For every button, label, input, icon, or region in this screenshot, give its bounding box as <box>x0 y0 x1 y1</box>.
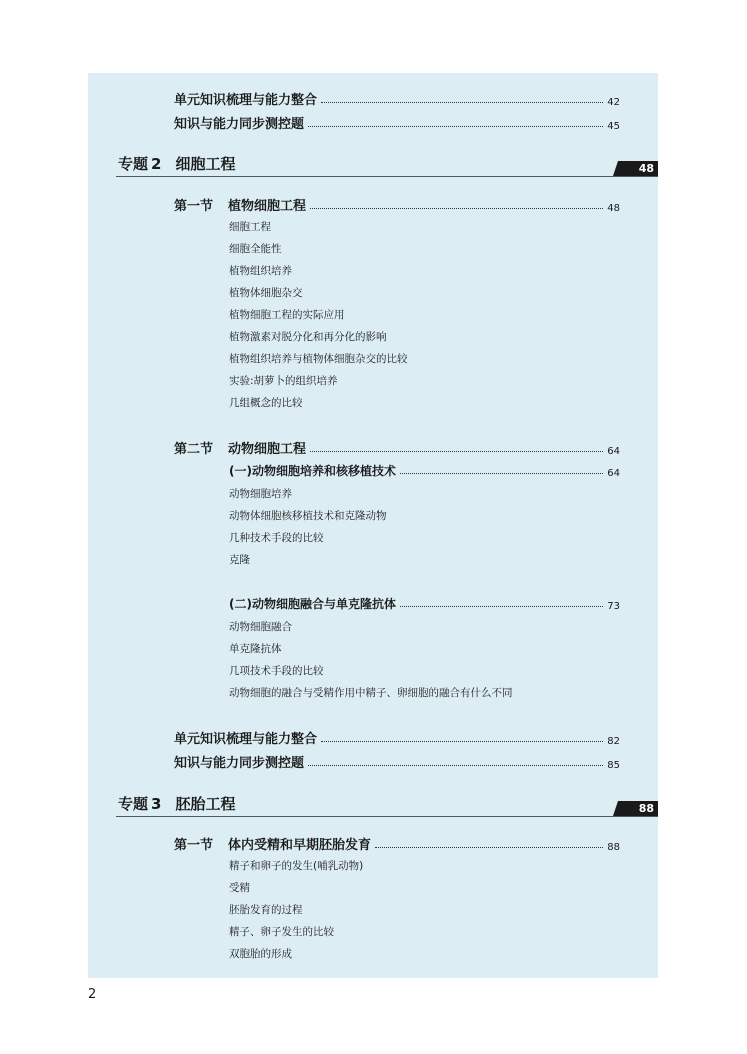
toc-subitem[interactable]: 植物激素对脱分化和再分化的影响 <box>229 331 387 343</box>
dot-leader <box>375 847 603 848</box>
toc-entry-summary[interactable] <box>174 89 620 108</box>
page-ref: 73 <box>607 601 620 612</box>
dot-leader <box>321 741 603 742</box>
dot-leader <box>310 208 603 209</box>
topic-title: 专题 3 胚胎工程 <box>118 795 236 813</box>
page-ref: 42 <box>607 97 620 108</box>
toc-subitem[interactable]: 植物细胞工程的实际应用 <box>229 309 345 321</box>
toc-subitem[interactable]: 几组概念的比较 <box>229 397 303 409</box>
toc-subitem[interactable]: 细胞全能性 <box>229 243 282 255</box>
dot-leader <box>321 102 603 103</box>
toc-subitem[interactable]: 植物组织培养与植物体细胞杂交的比较 <box>229 353 408 365</box>
toc-subitem[interactable]: 几种技术手段的比较 <box>229 532 324 544</box>
toc-subitem[interactable]: 克隆 <box>229 554 250 566</box>
toc-subitem[interactable]: 细胞工程 <box>229 221 271 233</box>
dot-leader <box>310 451 603 452</box>
page-ref: 45 <box>607 121 620 132</box>
toc-subitem[interactable]: 植物组织培养 <box>229 265 292 277</box>
entry-title: 单元知识梳理与能力整合 <box>174 732 318 747</box>
dot-leader <box>400 473 603 474</box>
section-title: 植物细胞工程 <box>228 199 307 214</box>
toc-entry-subsection[interactable] <box>229 595 620 612</box>
toc-subitem[interactable]: 受精 <box>229 882 250 894</box>
toc-subitem[interactable]: 动物细胞的融合与受精作用中精子、卵细胞的融合有什么不同 <box>229 687 513 699</box>
page-ref: 48 <box>607 203 620 214</box>
section-title: 动物细胞工程 <box>228 442 307 457</box>
subsection-title: (一)动物细胞培养和核移植技术 <box>229 464 396 478</box>
toc-subitem[interactable]: 植物体细胞杂交 <box>229 287 303 299</box>
toc-subitem[interactable]: 精子和卵子的发生(哺乳动物) <box>229 860 364 872</box>
toc-entry-subsection[interactable] <box>229 462 620 479</box>
toc-entry-test[interactable] <box>174 113 620 132</box>
dot-leader <box>400 606 603 607</box>
dot-leader <box>308 126 603 127</box>
topic-title: 专题 2 细胞工程 <box>118 155 236 173</box>
subsection-title: (二)动物细胞融合与单克隆抗体 <box>229 597 396 611</box>
page-ref: 88 <box>607 842 620 853</box>
toc-entry-summary[interactable] <box>174 728 620 747</box>
toc-entry-section[interactable] <box>174 834 620 853</box>
entry-title: 单元知识梳理与能力整合 <box>174 93 318 108</box>
page-number: 2 <box>88 987 97 1002</box>
toc-subitem[interactable]: 动物细胞培养 <box>229 488 292 500</box>
section-label: 第一节 <box>174 199 214 214</box>
toc-subitem[interactable]: 实验:胡萝卜的组织培养 <box>229 375 338 387</box>
toc-subitem[interactable]: 单克隆抗体 <box>229 643 282 655</box>
toc-entry-section[interactable] <box>174 195 620 214</box>
section-title: 体内受精和早期胚胎发育 <box>228 838 372 853</box>
page-ref: 64 <box>607 446 620 457</box>
topic-header-2[interactable] <box>116 156 658 177</box>
toc-entry-test[interactable] <box>174 752 620 771</box>
page-ref: 64 <box>607 468 620 479</box>
entry-title: 知识与能力同步测控题 <box>174 756 305 771</box>
toc-subitem[interactable]: 几项技术手段的比较 <box>229 665 324 677</box>
toc-subitem[interactable]: 动物体细胞核移植技术和克隆动物 <box>229 510 387 522</box>
toc-subitem[interactable]: 精子、卵子发生的比较 <box>229 926 334 938</box>
section-label: 第一节 <box>174 838 214 853</box>
topic-page-badge: 88 <box>618 801 658 816</box>
toc-entry-section[interactable] <box>174 438 620 457</box>
toc-subitem[interactable]: 动物细胞融合 <box>229 621 292 633</box>
dot-leader <box>308 765 603 766</box>
page-ref: 85 <box>607 760 620 771</box>
entry-title: 知识与能力同步测控题 <box>174 117 305 132</box>
topic-header-3[interactable] <box>116 796 658 817</box>
toc-subitem[interactable]: 双胞胎的形成 <box>229 948 292 960</box>
toc-subitem[interactable]: 胚胎发育的过程 <box>229 904 303 916</box>
page-ref: 82 <box>607 736 620 747</box>
topic-page-badge: 48 <box>618 161 658 176</box>
section-label: 第二节 <box>174 442 214 457</box>
